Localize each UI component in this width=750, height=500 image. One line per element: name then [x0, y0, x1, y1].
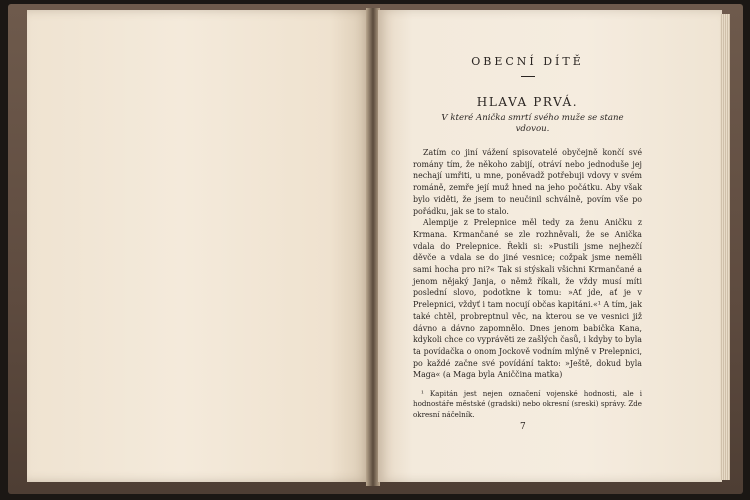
- page-content: [413, 55, 642, 420]
- book-title: OBECNÍ DÍTĚ: [471, 55, 584, 68]
- footnote: ¹ Kapitán jest nejen označení vojenské hodnosti, ale i hodnostáře městské (gradski) nebo okresní (sreski) správy. Zde okresní náčelník.: [413, 389, 642, 419]
- chapter-subtitle: V které Anička smrtí svého muže se stane vdovou.: [441, 113, 624, 134]
- page-number: 7: [520, 422, 526, 432]
- left-page-blank: [27, 10, 371, 482]
- paragraph-1: Zatím co jiní vážení spisovatelé obyčejně končí své romány tím, že někoho zabijí, otráví nebo jednoduše jej nechají umřiti, u mne, poněvadž potřebuji vdovy v svém románě, zemře její muž hned na jeho počátku. Aby však bylo viděti, že jsem to neučinil schválně, povím vše po pořádku, jak se to stalo.: [413, 148, 642, 216]
- title-rule: [521, 76, 535, 77]
- page-edges: [720, 14, 730, 480]
- paragraph-2: Alempije z Prelepnice měl tedy za ženu Aničku z Krmana. Krmančané se zle rozhněvali, že se Anička vdala do Prelepnice. Řekli si: »Pustili jsme nejhezčí děvče a vdala se do jiné vesnice; cožpak jsme neměli sami hocha pro ni?« Tak si stýskali všichni Krmančané a jenom nějaký Janja, o němž říkali, že vždy musí míti poslední slovo, podotkne k tomu: »Ať jde, ať je v Prelepnici, vždyť i tam nocují občas kapitáni.«¹ A tím, jak také chtěl, probreptnul věc, na kterou se ve vesnici již dávno a dávno zapomnělo. Dnes jenom babička Kana, kdykoli chce co vyprávěti ze zašlých časů, i kdyby to byla ta povídačka o onom Jockově vodním mlýně v Prelepnici, po každé začne své povídání takto: »Ještě, dokud byla Maga« (a Maga byla Aniččina matka): [413, 218, 642, 380]
- chapter-title: HLAVA PRVÁ.: [476, 95, 579, 109]
